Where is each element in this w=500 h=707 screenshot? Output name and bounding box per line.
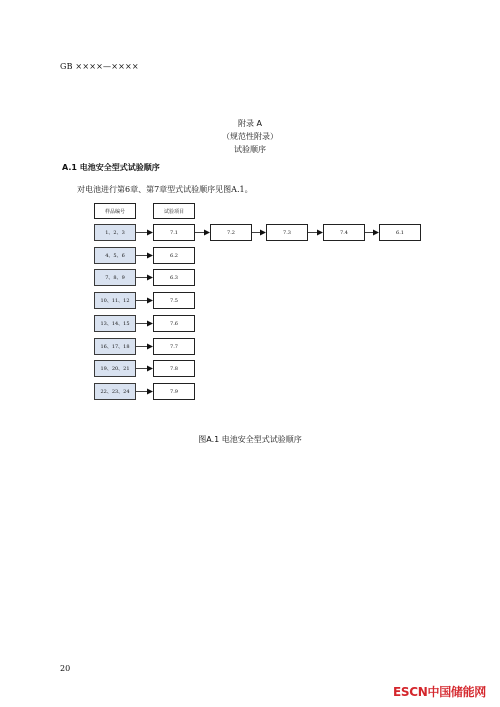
test-item-box: 7.8: [153, 360, 195, 377]
standard-code: GB ××××—××××: [60, 62, 139, 71]
sample-group-box: 19、20、21: [94, 360, 136, 377]
test-item-box: 7.9: [153, 383, 195, 400]
test-item-box: 7.2: [210, 224, 252, 241]
sample-group-box: 7、8、9: [94, 269, 136, 286]
page-number: 20: [60, 664, 71, 673]
test-item-box: 7.6: [153, 315, 195, 332]
test-item-box: 7.1: [153, 224, 195, 241]
test-item-box: 6.3: [153, 269, 195, 286]
test-item-box: 7.3: [266, 224, 308, 241]
appendix-type: （规范性附录）: [222, 132, 278, 141]
test-item-box: 7.5: [153, 292, 195, 309]
watermark-logo: ESCN中国储能网: [393, 685, 486, 699]
test-item-header: 试验项目: [153, 203, 195, 219]
appendix-label: 附录 A: [237, 119, 262, 128]
sample-group-box: 4、5、6: [94, 247, 136, 264]
section-heading: A.1 电池安全型式试验顺序: [62, 163, 160, 172]
figure-caption: 图A.1 电池安全型式试验顺序: [198, 435, 302, 444]
section-paragraph: 对电池进行第6章、第7章型式试验顺序见图A.1。: [77, 185, 253, 194]
test-item-box: 6.1: [379, 224, 421, 241]
test-item-box: 7.4: [323, 224, 365, 241]
sample-group-box: 13、14、15: [94, 315, 136, 332]
appendix-title: 试验顺序: [234, 145, 266, 154]
test-item-box: 6.2: [153, 247, 195, 264]
sample-group-box: 1、2、3: [94, 224, 136, 241]
sample-group-box: 22、23、24: [94, 383, 136, 400]
sample-number-header: 样品编号: [94, 203, 136, 219]
sample-group-box: 10、11、12: [94, 292, 136, 309]
test-item-box: 7.7: [153, 338, 195, 355]
sample-group-box: 16、17、18: [94, 338, 136, 355]
